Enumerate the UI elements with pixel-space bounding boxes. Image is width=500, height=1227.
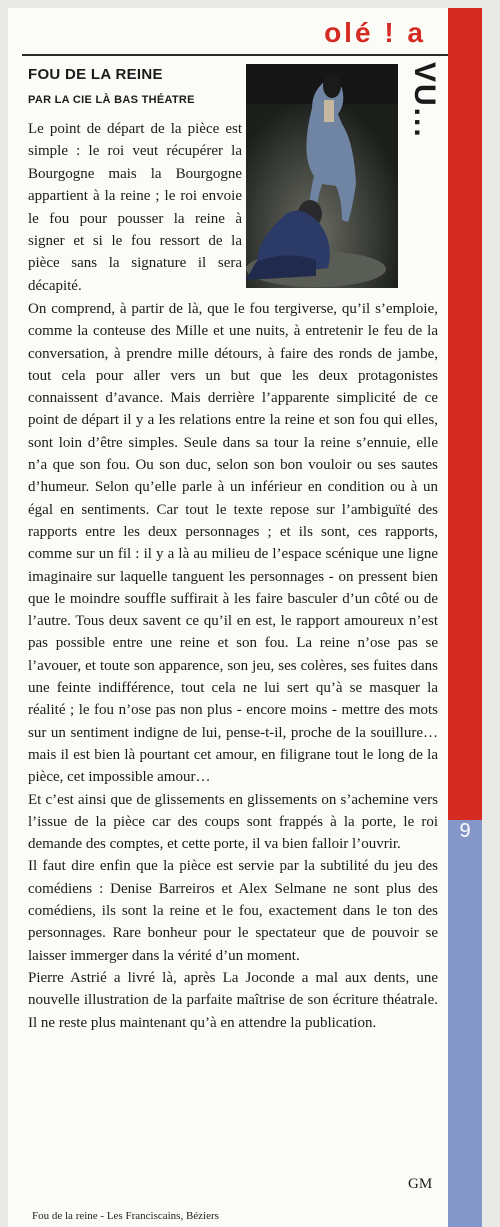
- magazine-logo: olé ! a: [324, 17, 426, 48]
- red-side-band: [448, 8, 482, 820]
- article-intro: Le point de départ de la pièce est simple : le roi veut récupérer la Bourgogne mais la Bourgogne appartient à la reine ; le roi envoie le fou pour pousser la reine à signer et si le fou ressort de la pièce sans la signature il sera décapité.: [28, 121, 242, 294]
- body-paragraph: Et c’est ainsi que de glissements en glissements on s’achemine vers l’issue de la pièce car des coups sont frappés à la porte, le roi demande des comptes, et cette porte, il va bien falloir l’ouvrir.: [28, 791, 438, 853]
- body-paragraph: Il faut dire enfin que la pièce est servie par la subtilité du jeu des comédiens : Denise Barreiros et Alex Selmane ne sont plus des comédiens, ils sont la reine et le fou, exactement dans le ton des personnages. Rare bonheur pour le spectateur que de pouvoir se laisser immerger dans la vérité d’un moment.: [28, 858, 438, 964]
- venue-caption: Fou de la reine - Les Franciscains, Béziers: [32, 1210, 219, 1222]
- body-paragraph: Pierre Astrié a livré là, après La Joconde a mal aux dents, une nouvelle illustration de la parfaite maîtrise de son écriture théatrale. Il ne reste plus maintenant qu’à en attendre la publication.: [28, 969, 438, 1031]
- article-title: FOU DE LA REINE: [28, 66, 163, 83]
- blue-side-band: [448, 820, 482, 1227]
- section-label: VU...: [408, 62, 441, 139]
- page-number: 9: [459, 820, 471, 842]
- body-paragraph: On comprend, à partir de là, que le fou tergiverse, qu’il s’emploie, comme la conteuse des Mille et une nuits, à entretenir le feu de la conversation, à prendre mille détours, à faire des ronds de jambe, tout cela pour aller vers un but que les deux protagonistes connaissent d’avance. Mais derrière l’apparente simplicité de ce point de départ il y a les relations entre la reine et son fou qui elles, sont loin d’être simples. Seule dans sa tour la reine s’ennuie, elle n’a que son fou. Ou son duc, selon son bon vouloir ou ses sautes d’humeur. Selon qu’elle parle à un inférieur en condition ou à un égal en sentiments. Car tout le texte repose sur l’ambiguïté des rapports entre les deux personnages ; et ils sont, ces rapports, comme sur un fil : il y a là au milieu de l’espace scénique une ligne imaginaire sur laquelle tanguent les personnages - on pressent bien que le moindre souffle suffirait à les faire basculer d’un côté ou de l’autre. Tous deux savent ce qu’il en est, le rapport amoureux n’est pas possible entre une reine et son fou. La reine n’ose pas se l’avouer, et toute son apparence, son jeu, ses colères, ses fuites dans une feinte indifférence, tout cela ne lui sert qu’à se masquer la réalité ; le fou n’ose pas non plus - encore moins - mettre des mots sur un sentiment indigne de lui, pense-t-il, proche de la souillure… mais il est bien là pourtant cet amour, en filigrane tout le long de la pièce, cet impossible amour…: [28, 301, 438, 786]
- header-rule: [22, 54, 448, 56]
- author-signature: GM: [408, 1176, 433, 1192]
- stage-photo: [246, 64, 398, 288]
- article-body: [28, 298, 438, 1034]
- article-subtitle: PAR LA CIE LÀ BAS THÉATRE: [28, 94, 195, 106]
